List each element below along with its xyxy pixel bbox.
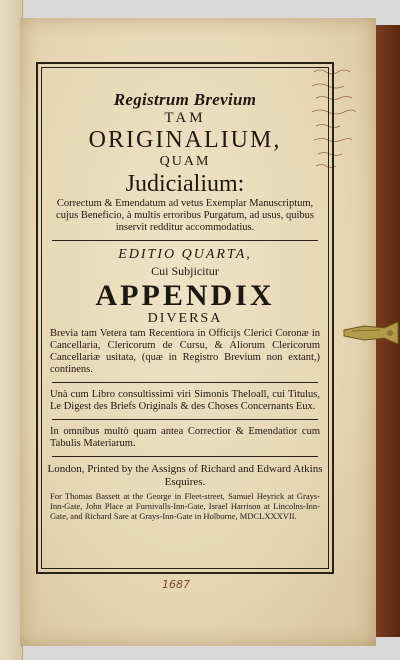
title-description: Correctum & Emendatum ad vetus Exemplar Manuscriptum, cujus Beneficio, à multis erroribus Purgatum, ad usus, quibus inservit redditur accommodatius. (56, 198, 314, 233)
sellers-text: For Thomas Bassett at the George in Fleet-street, Samuel Heyrick at Grays-Inn-Gate, John Place at Furnivalls-Inn-Gate, Israel Harrison at Lincolns-Inn-Gate, and Richard Sare at Grays-Inn-Gate in Holborne, MDCLXXXVII. (50, 491, 320, 521)
appendix-description: Brevia tam Vetera tam Recentiora in Officijs Clerici Coronæ in Cancellaria, Clericorum de Cursu, & Aliorum Clericorum Cancellariæ usitata, (quæ in Registro Brevium non extant,) continens. (50, 328, 320, 375)
title-line4: QUAM (159, 154, 211, 169)
title-border (36, 62, 334, 574)
divider (52, 382, 318, 383)
correction-text: In omnibus multò quam antea Correctior & Emendatior cum Tabulis Materiarum. (50, 426, 320, 449)
title-line2: TAM (164, 110, 206, 126)
divider (52, 456, 318, 457)
edition-line: EDITIO QUARTA, (118, 247, 252, 262)
addendum-text: Unà cum Libro consultissimi viri Simonis Theloall, cui Titulus, Le Digest des Briefs Originals & des Choses Concernants Eux. (50, 389, 320, 412)
diversa-heading: DIVERSA (147, 311, 223, 326)
divider (52, 419, 318, 420)
edition-subline: Cui Subjicitur (151, 264, 219, 278)
title-line5: Judicialium: (125, 171, 245, 197)
title-page (20, 18, 376, 646)
title-text (46, 90, 324, 522)
divider (52, 240, 318, 241)
appendix-heading: APPENDIX (95, 279, 275, 312)
title-line3: ORIGINALIUM, (88, 127, 282, 153)
brass-clasp-icon (340, 318, 400, 348)
imprint-text: London, Printed by the Assigns of Richard and Edward Atkins Esquires. (47, 463, 323, 488)
handwritten-year: 1687 (162, 578, 190, 591)
title-line1: Registrum Brevium (113, 90, 257, 109)
